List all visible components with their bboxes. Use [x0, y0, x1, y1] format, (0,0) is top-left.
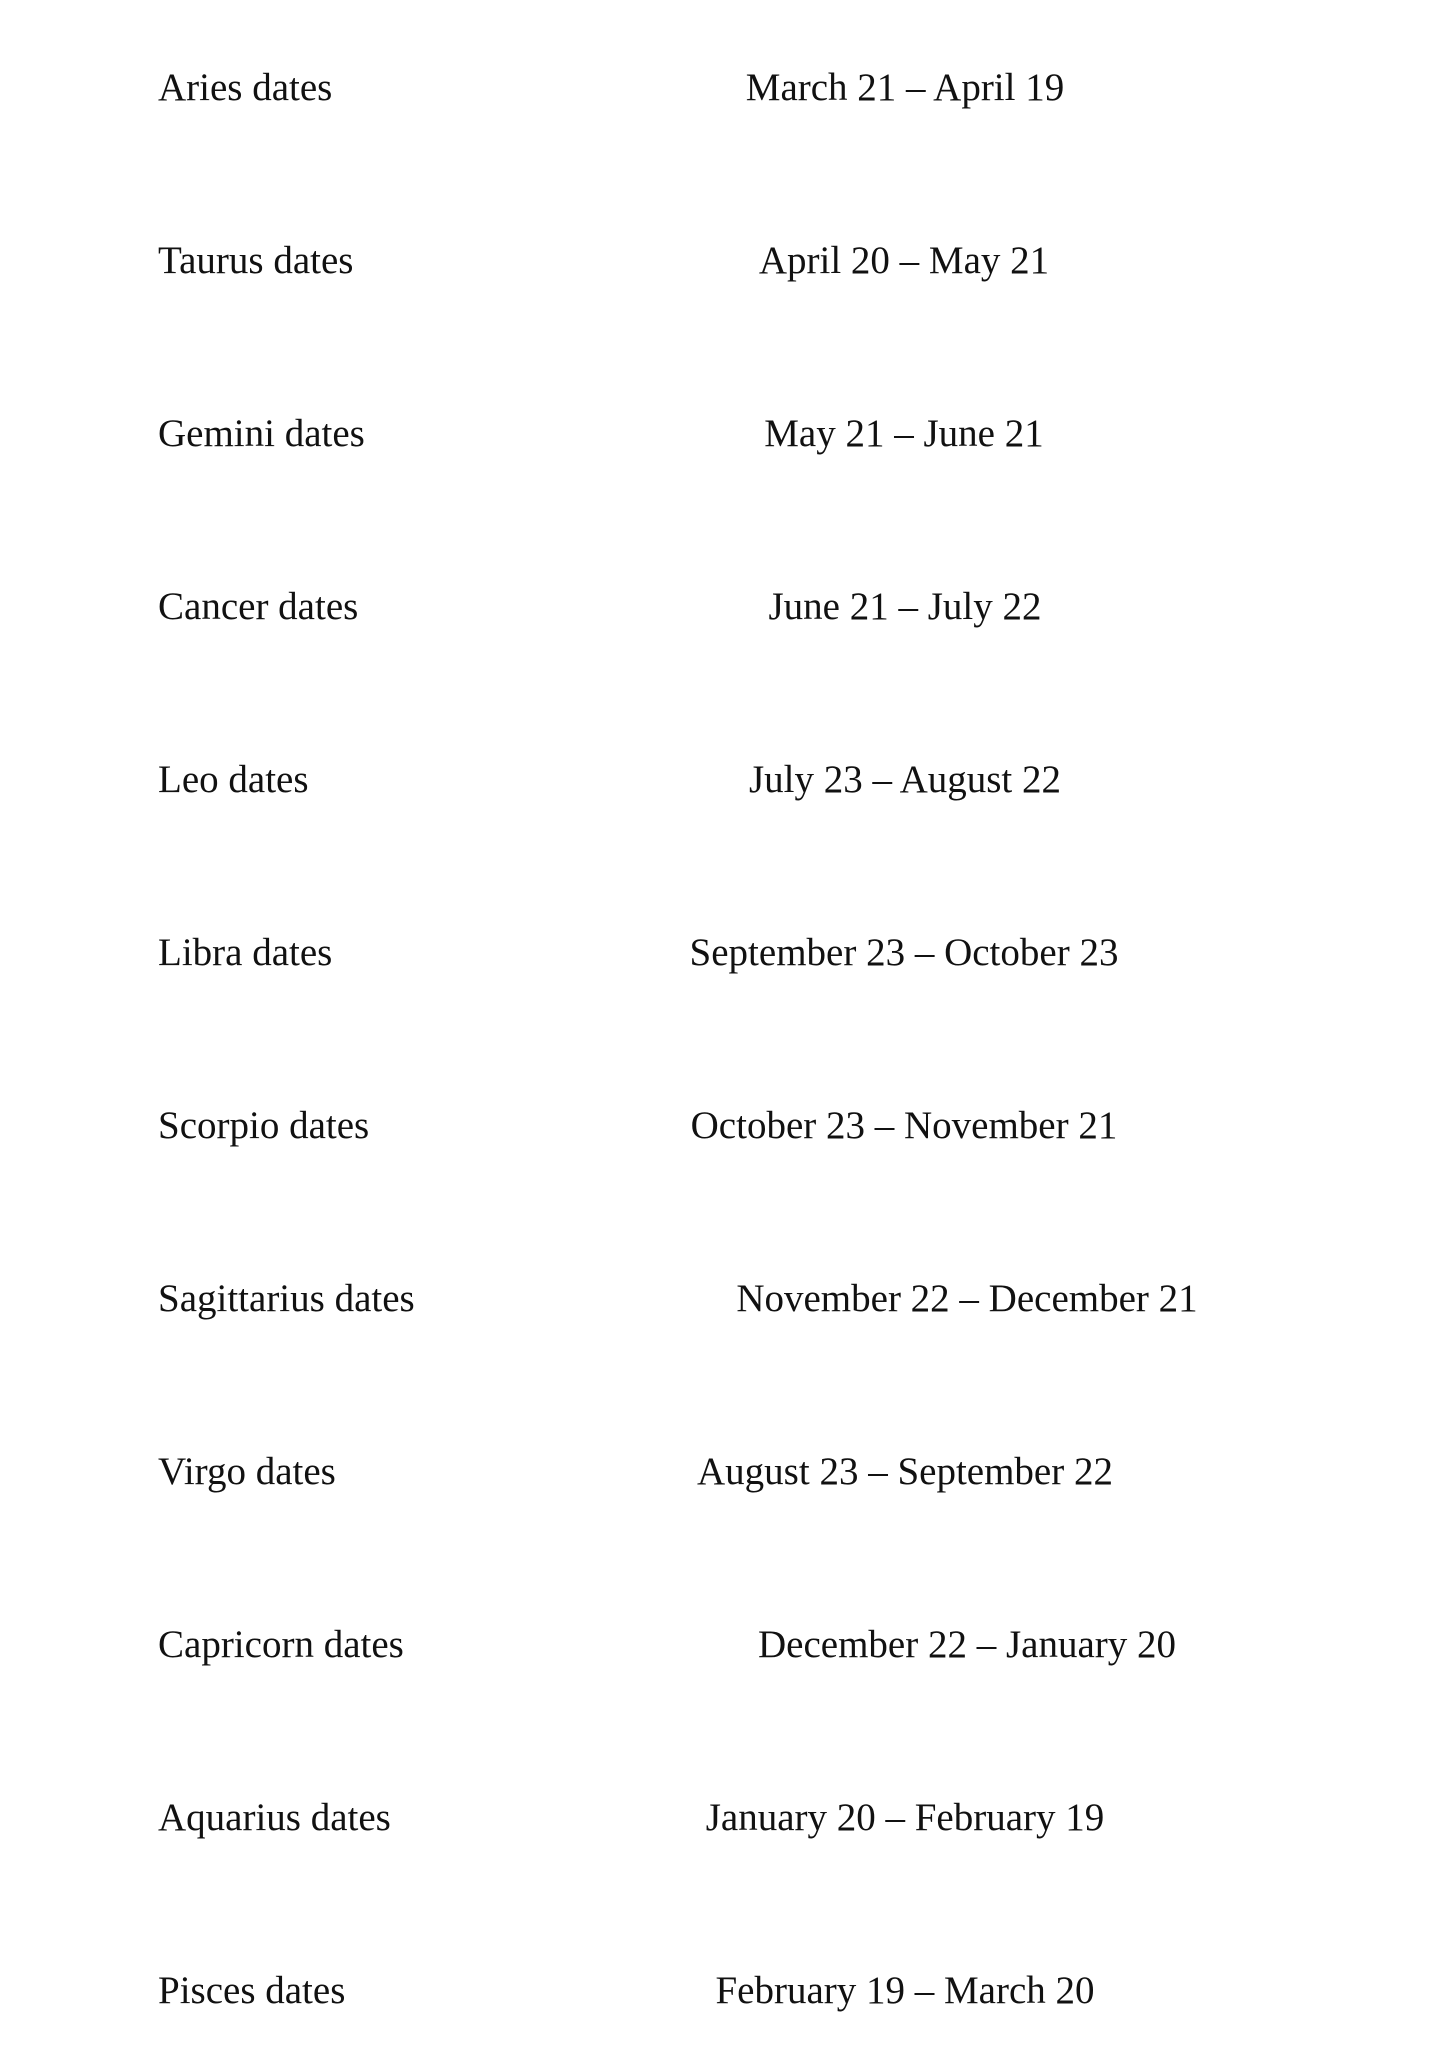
sign-label: Cancer dates [158, 585, 359, 628]
date-range: April 20 – May 21 [758, 239, 1050, 282]
date-range: October 23 – November 21 [690, 1104, 1118, 1147]
zodiac-row-pisces [0, 1961, 1445, 2021]
zodiac-row-virgo [0, 1442, 1445, 1502]
zodiac-row-sagittarius [0, 1269, 1445, 1329]
date-range: March 21 – April 19 [745, 66, 1065, 109]
date-range: May 21 – June 21 [764, 412, 1044, 455]
sign-label: Virgo dates [158, 1450, 336, 1493]
date-range: January 20 – February 19 [705, 1796, 1105, 1839]
sign-label: Leo dates [158, 758, 309, 801]
date-range: December 22 – January 20 [757, 1623, 1177, 1666]
zodiac-row-cancer [0, 577, 1445, 637]
date-range: August 23 – September 22 [697, 1450, 1113, 1493]
sign-label: Taurus dates [158, 239, 354, 282]
zodiac-row-aries [0, 58, 1445, 118]
date-range: February 19 – March 20 [715, 1969, 1095, 2012]
zodiac-row-leo [0, 750, 1445, 810]
zodiac-row-taurus [0, 231, 1445, 291]
sign-label: Aries dates [158, 66, 333, 109]
sign-label: Sagittarius dates [158, 1277, 415, 1320]
zodiac-row-gemini [0, 404, 1445, 464]
sign-label: Pisces dates [158, 1969, 346, 2012]
date-range: September 23 – October 23 [689, 931, 1119, 974]
date-range: November 22 – December 21 [736, 1277, 1198, 1320]
sign-label: Capricorn dates [158, 1623, 404, 1666]
sign-label: Scorpio dates [158, 1104, 370, 1147]
sign-label: Gemini dates [158, 412, 365, 455]
zodiac-row-capricorn [0, 1615, 1445, 1675]
zodiac-row-scorpio [0, 1096, 1445, 1156]
sign-label: Libra dates [158, 931, 333, 974]
date-range: July 23 – August 22 [748, 758, 1062, 801]
zodiac-row-aquarius [0, 1788, 1445, 1848]
sign-label: Aquarius dates [158, 1796, 391, 1839]
date-range: June 21 – July 22 [768, 585, 1042, 628]
zodiac-row-libra [0, 923, 1445, 983]
